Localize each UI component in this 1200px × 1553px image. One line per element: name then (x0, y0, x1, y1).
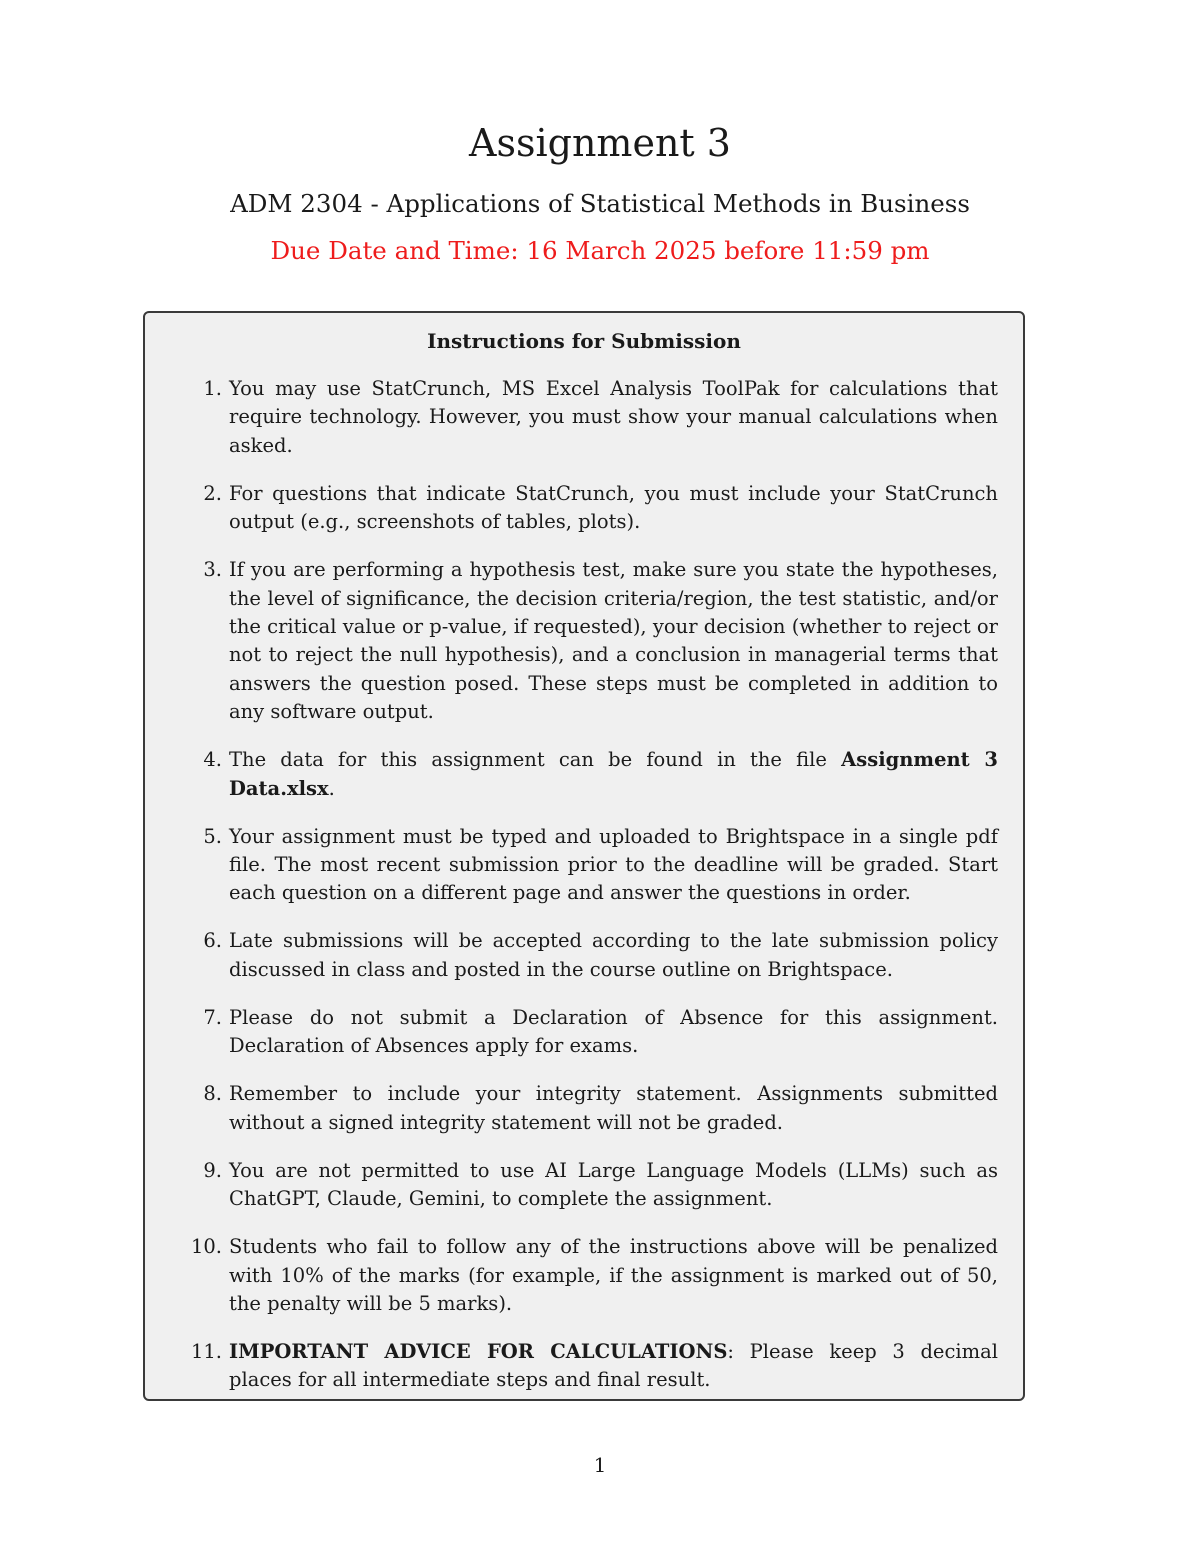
list-item (145, 556, 1023, 726)
item-number: 4. (203, 748, 222, 772)
item-text: Please do not submit a Declaration of Absence for this assignment. Declaration of Absences apply for exams. (229, 1005, 998, 1058)
list-item (145, 375, 1023, 460)
item-number: 6. (203, 929, 222, 953)
list-item (145, 1338, 1023, 1395)
list-item (145, 1233, 1023, 1318)
list-item (145, 927, 1023, 984)
item-text: You may use StatCrunch, MS Excel Analysis ToolPak for calculations that require technology. However, you must show your manual calculations when asked. (229, 377, 998, 457)
item-number: 2. (203, 481, 222, 505)
important-advice-label: IMPORTANT ADVICE FOR CALCULATIONS (229, 1339, 728, 1363)
item-number: 5. (203, 824, 222, 848)
document-title: Assignment 3 (469, 121, 731, 165)
instructions-heading: Instructions for Submission (427, 329, 741, 353)
data-file-name: Assignment 3 Data.xlsx (229, 748, 998, 800)
page-number: 1 (593, 1453, 607, 1477)
item-text: You are not permitted to use AI Large Language Models (LLMs) such as ChatGPT, Claude, Gemini, to complete the assignment. (229, 1158, 998, 1211)
instructions-box (143, 311, 1025, 1401)
item-number: 8. (203, 1082, 222, 1106)
item-text: Remember to include your integrity statement. Assignments submitted without a signed integrity statement will not be graded. (229, 1082, 998, 1134)
item-number: 1. (203, 377, 222, 400)
list-item (145, 1080, 1023, 1137)
item-text: For questions that indicate StatCrunch, you must include your StatCrunch output (e.g., screenshots of tables, plots). (229, 481, 998, 534)
item-number: 9. (203, 1158, 222, 1182)
instructions-list (145, 375, 1023, 1414)
item-number: 10. (190, 1235, 222, 1259)
item-text: If you are performing a hypothesis test, make sure you state the hypotheses, the level of significance, the decision criteria/region, the test statistic, and/or the critical value or p-value, if requested), your decision (whether to reject or not to reject the null hypothesis), and a conclusion in managerial terms that answers the question posed. These steps must be completed in addition to any software output. (229, 558, 998, 724)
item-text: Your assignment must be typed and uploaded to Brightspace in a single pdf file. The most recent submission prior to the deadline will be graded. Start each question on a different page and answer the questions in order. (229, 824, 998, 905)
item-text: The data for this assignment can be found in the file (229, 748, 842, 772)
item-text-end: . (328, 776, 335, 800)
list-item (145, 1157, 1023, 1214)
course-subtitle: ADM 2304 - Applications of Statistical Methods in Business (230, 189, 970, 218)
item-number: 3. (203, 558, 222, 582)
list-item (145, 746, 1023, 803)
list-item (145, 1004, 1023, 1061)
item-text: Late submissions will be accepted according to the late submission policy discussed in class and posted in the course outline on Brightspace. (229, 929, 998, 981)
due-date: Due Date and Time: 16 March 2025 before 11:59 pm (270, 236, 930, 265)
item-number: 11. (190, 1339, 222, 1363)
item-text: Students who fail to follow any of the instructions above will be penalized with 10% of the marks (for example, if the assignment is marked out of 50, the penalty will be 5 marks). (229, 1235, 998, 1315)
list-item (145, 480, 1023, 537)
item-text-end: : Please keep 3 decimal places for all intermediate steps and final result. (229, 1339, 998, 1392)
item-number: 7. (203, 1005, 222, 1029)
list-item (145, 823, 1023, 908)
